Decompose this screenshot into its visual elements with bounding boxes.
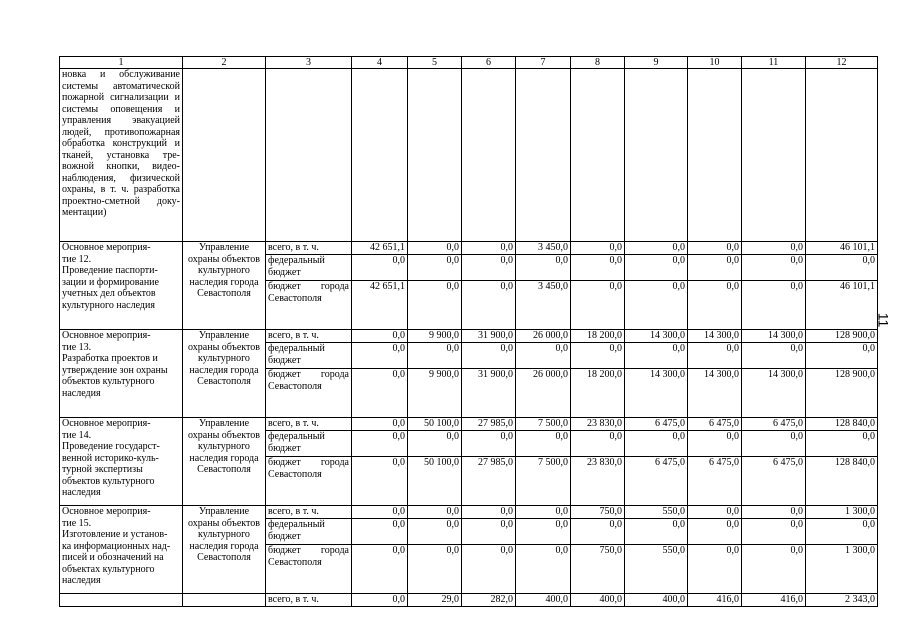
empty-cell <box>266 69 352 242</box>
amount-cell: 282,0 <box>462 594 516 607</box>
amount-cell: 6 475,0 <box>688 457 742 506</box>
amount-cell: 0,0 <box>462 255 516 281</box>
amount-cell: 0,0 <box>516 545 571 594</box>
empty-cell <box>625 69 688 242</box>
event-title <box>60 418 183 506</box>
event-row <box>60 506 878 519</box>
text-line: культурного наследия <box>62 299 155 311</box>
empty-cell <box>60 594 183 607</box>
text-line: наследия <box>62 487 101 498</box>
text-line: учетных дел объектов <box>62 288 156 299</box>
amount-cell: 50 100,0 <box>408 457 462 506</box>
amount-cell: 0,0 <box>806 519 878 545</box>
col-num: 5 <box>408 57 462 69</box>
amount-cell: 0,0 <box>625 281 688 330</box>
col-num: 2 <box>183 57 266 69</box>
amount-cell: 0,0 <box>571 343 625 369</box>
col-num: 6 <box>462 57 516 69</box>
empty-cell <box>571 69 625 242</box>
empty-cell <box>742 69 806 242</box>
empty-cell <box>408 69 462 242</box>
text-line: Изготовление и установ- <box>62 529 168 540</box>
amount-cell: 29,0 <box>408 594 462 607</box>
amount-cell: 0,0 <box>462 343 516 369</box>
col-num: 11 <box>742 57 806 69</box>
amount-cell: 0,0 <box>462 431 516 457</box>
amount-cell: 0,0 <box>462 545 516 594</box>
amount-cell: 0,0 <box>352 431 408 457</box>
amount-cell: 0,0 <box>462 506 516 519</box>
empty-cell <box>183 69 266 242</box>
amount-cell: 0,0 <box>742 281 806 330</box>
amount-cell: 14 300,0 <box>742 330 806 343</box>
event-executor: Управление охраны объектов культурного наследия города Севастополя <box>183 418 266 506</box>
text-line: наблюдения, физической <box>62 172 180 184</box>
amount-cell: 400,0 <box>516 594 571 607</box>
amount-cell: 128 900,0 <box>806 369 878 418</box>
amount-cell: 0,0 <box>516 343 571 369</box>
amount-cell: 2 343,0 <box>806 594 878 607</box>
empty-cell <box>183 594 266 607</box>
event-executor: Управление охраны объектов культурного наследия города Севастополя <box>183 506 266 594</box>
amount-cell: 0,0 <box>688 255 742 281</box>
amount-cell: 0,0 <box>352 457 408 506</box>
text-line: новка и обслуживание <box>62 69 180 80</box>
event-title <box>60 242 183 330</box>
amount-cell: 750,0 <box>571 506 625 519</box>
text-line: тие 15. <box>62 517 92 529</box>
amount-cell: 0,0 <box>462 242 516 255</box>
amount-cell: 0,0 <box>571 242 625 255</box>
amount-cell: 400,0 <box>571 594 625 607</box>
text-line: охраны, в т. ч. разработка <box>62 184 180 195</box>
amount-cell: 0,0 <box>408 343 462 369</box>
amount-cell: 9 900,0 <box>408 369 462 418</box>
amount-cell: 0,0 <box>352 330 408 343</box>
text-line: турной экспертизы <box>62 464 143 475</box>
amount-cell: 18 200,0 <box>571 330 625 343</box>
col-num: 1 <box>60 57 183 69</box>
amount-cell: 0,0 <box>688 343 742 369</box>
empty-cell <box>352 69 408 242</box>
amount-cell: 0,0 <box>625 255 688 281</box>
text-line: наследия <box>62 387 101 399</box>
amount-cell: 0,0 <box>688 506 742 519</box>
amount-cell: 14 300,0 <box>688 330 742 343</box>
amount-cell: 0,0 <box>625 242 688 255</box>
amount-cell: 26 000,0 <box>516 369 571 418</box>
text-line: управления эвакуацией <box>62 115 180 126</box>
amount-cell: 416,0 <box>742 594 806 607</box>
text-line: обработка конструкций и <box>62 138 180 149</box>
amount-cell: 0,0 <box>408 506 462 519</box>
column-number-row <box>60 57 878 69</box>
amount-cell: 7 500,0 <box>516 418 571 431</box>
text-line: ка информационных над- <box>62 540 171 552</box>
amount-cell: 550,0 <box>625 506 688 519</box>
amount-cell: 0,0 <box>806 431 878 457</box>
amount-cell: 0,0 <box>625 519 688 545</box>
amount-cell: 27 985,0 <box>462 418 516 431</box>
amount-cell: 42 651,1 <box>352 242 408 255</box>
text-line: Основное мероприя- <box>62 330 151 341</box>
text-line: объектах культурного <box>62 563 155 575</box>
amount-cell: 0,0 <box>806 343 878 369</box>
amount-cell: 0,0 <box>688 431 742 457</box>
text-line: объектов культурного <box>62 475 155 487</box>
funding-source: бюджет города Севастополя <box>266 281 352 330</box>
col-num: 12 <box>806 57 878 69</box>
funding-source: всего, в т. ч. <box>266 330 352 343</box>
amount-cell: 750,0 <box>571 545 625 594</box>
col-num: 4 <box>352 57 408 69</box>
event-description-continued <box>60 69 183 242</box>
funding-source: бюджет города Севастополя <box>266 369 352 418</box>
amount-cell: 23 830,0 <box>571 418 625 431</box>
amount-cell: 0,0 <box>742 343 806 369</box>
amount-cell: 0,0 <box>408 431 462 457</box>
amount-cell: 46 101,1 <box>806 281 878 330</box>
col-num: 3 <box>266 57 352 69</box>
text-line: Проведение паспорти- <box>62 265 158 276</box>
text-line: тие 13. <box>62 341 92 353</box>
amount-cell: 0,0 <box>408 255 462 281</box>
empty-cell <box>462 69 516 242</box>
amount-cell: 1 300,0 <box>806 545 878 594</box>
amount-cell: 31 900,0 <box>462 369 516 418</box>
amount-cell: 0,0 <box>571 281 625 330</box>
funding-source: федеральный бюджет <box>266 255 352 281</box>
amount-cell: 1 300,0 <box>806 506 878 519</box>
amount-cell: 0,0 <box>742 431 806 457</box>
amount-cell: 0,0 <box>352 343 408 369</box>
amount-cell: 0,0 <box>352 255 408 281</box>
amount-cell: 0,0 <box>625 431 688 457</box>
amount-cell: 0,0 <box>742 506 806 519</box>
text-line: системы оповещения и <box>62 103 180 115</box>
funding-source: всего, в т. ч. <box>266 242 352 255</box>
amount-cell: 0,0 <box>352 594 408 607</box>
text-line: писей и обозначений на <box>62 552 164 563</box>
text-line: пожарной сигнализации и <box>62 92 180 103</box>
text-line: ментации) <box>62 207 107 218</box>
amount-cell: 6 475,0 <box>742 457 806 506</box>
amount-cell: 3 450,0 <box>516 242 571 255</box>
amount-cell: 3 450,0 <box>516 281 571 330</box>
amount-cell: 14 300,0 <box>625 330 688 343</box>
amount-cell: 0,0 <box>516 506 571 519</box>
amount-cell: 0,0 <box>806 255 878 281</box>
page-number-mark: 11 <box>875 312 892 328</box>
amount-cell: 0,0 <box>408 545 462 594</box>
amount-cell: 0,0 <box>571 431 625 457</box>
funding-source: федеральный бюджет <box>266 343 352 369</box>
amount-cell: 50 100,0 <box>408 418 462 431</box>
amount-cell: 0,0 <box>688 545 742 594</box>
amount-cell: 0,0 <box>571 255 625 281</box>
text-line: людей, противопожарная <box>62 126 180 138</box>
amount-cell: 6 475,0 <box>688 418 742 431</box>
funding-source: бюджет города Севастополя <box>266 545 352 594</box>
amount-cell: 9 900,0 <box>408 330 462 343</box>
funding-source: всего, в т. ч. <box>266 506 352 519</box>
text-line: тканей, установка тре- <box>62 149 180 161</box>
amount-cell: 14 300,0 <box>742 369 806 418</box>
amount-cell: 42 651,1 <box>352 281 408 330</box>
text-line: проектно-сметной доку- <box>62 195 180 207</box>
amount-cell: 6 475,0 <box>625 457 688 506</box>
text-line: объектов культурного <box>62 376 155 387</box>
text-line: тие 12. <box>62 253 92 265</box>
amount-cell: 6 475,0 <box>625 418 688 431</box>
amount-cell: 0,0 <box>352 506 408 519</box>
text-line: Разработка проектов и <box>62 353 158 364</box>
amount-cell: 18 200,0 <box>571 369 625 418</box>
text-line: вожной кнопки, видео- <box>62 161 180 172</box>
amount-cell: 0,0 <box>352 418 408 431</box>
amount-cell: 0,0 <box>516 519 571 545</box>
amount-cell: 0,0 <box>408 281 462 330</box>
text-line: Основное мероприя- <box>62 506 151 517</box>
funding-source: всего, в т. ч. <box>266 594 352 607</box>
text-line: системы автоматической <box>62 80 180 92</box>
amount-cell: 14 300,0 <box>688 369 742 418</box>
event-executor: Управление охраны объектов культурного наследия города Севастополя <box>183 242 266 330</box>
amount-cell: 46 101,1 <box>806 242 878 255</box>
col-num: 8 <box>571 57 625 69</box>
amount-cell: 7 500,0 <box>516 457 571 506</box>
amount-cell: 0,0 <box>352 519 408 545</box>
amount-cell: 0,0 <box>408 242 462 255</box>
text-line: тие 14. <box>62 429 92 441</box>
amount-cell: 23 830,0 <box>571 457 625 506</box>
amount-cell: 0,0 <box>742 545 806 594</box>
funding-source: бюджет города Севастополя <box>266 457 352 506</box>
event-executor: Управление охраны объектов культурного наследия города Севастополя <box>183 330 266 418</box>
amount-cell: 0,0 <box>742 242 806 255</box>
amount-cell: 0,0 <box>516 431 571 457</box>
text-line: венной историко-куль- <box>62 452 159 464</box>
continued-event-row <box>60 69 878 242</box>
amount-cell: 128 840,0 <box>806 457 878 506</box>
amount-cell: 0,0 <box>516 255 571 281</box>
amount-cell: 0,0 <box>352 369 408 418</box>
funding-source: федеральный бюджет <box>266 431 352 457</box>
text-line: зации и формирование <box>62 276 159 288</box>
amount-cell: 0,0 <box>352 545 408 594</box>
amount-cell: 27 985,0 <box>462 457 516 506</box>
text-line: утверждение зон охраны <box>62 364 168 376</box>
funding-source: федеральный бюджет <box>266 519 352 545</box>
event-title <box>60 330 183 418</box>
total-row <box>60 594 878 607</box>
event-row <box>60 418 878 431</box>
amount-cell: 0,0 <box>571 519 625 545</box>
amount-cell: 550,0 <box>625 545 688 594</box>
amount-cell: 416,0 <box>688 594 742 607</box>
event-row <box>60 330 878 343</box>
text-line: Проведение государст- <box>62 441 160 452</box>
amount-cell: 400,0 <box>625 594 688 607</box>
funding-source: всего, в т. ч. <box>266 418 352 431</box>
budget-table <box>59 56 878 607</box>
col-num: 10 <box>688 57 742 69</box>
text-line: наследия <box>62 575 101 586</box>
empty-cell <box>806 69 878 242</box>
event-title <box>60 506 183 594</box>
event-row <box>60 242 878 255</box>
amount-cell: 6 475,0 <box>742 418 806 431</box>
col-num: 9 <box>625 57 688 69</box>
amount-cell: 0,0 <box>742 255 806 281</box>
amount-cell: 0,0 <box>688 242 742 255</box>
empty-cell <box>516 69 571 242</box>
amount-cell: 0,0 <box>408 519 462 545</box>
amount-cell: 128 840,0 <box>806 418 878 431</box>
text-line: Основное мероприя- <box>62 418 151 429</box>
amount-cell: 0,0 <box>742 519 806 545</box>
amount-cell: 0,0 <box>625 343 688 369</box>
amount-cell: 0,0 <box>462 281 516 330</box>
amount-cell: 128 900,0 <box>806 330 878 343</box>
amount-cell: 14 300,0 <box>625 369 688 418</box>
text-line: Основное мероприя- <box>62 242 151 253</box>
amount-cell: 0,0 <box>688 519 742 545</box>
amount-cell: 31 900,0 <box>462 330 516 343</box>
amount-cell: 0,0 <box>462 519 516 545</box>
empty-cell <box>688 69 742 242</box>
amount-cell: 0,0 <box>688 281 742 330</box>
amount-cell: 26 000,0 <box>516 330 571 343</box>
col-num: 7 <box>516 57 571 69</box>
